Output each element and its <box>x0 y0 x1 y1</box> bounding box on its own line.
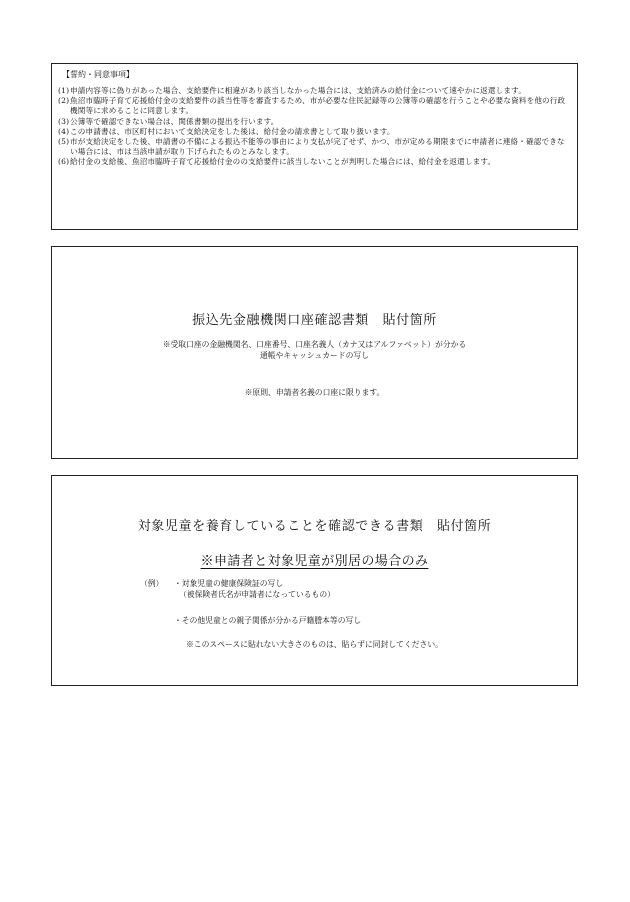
example-item: ・その他児童との親子関係が分かる戸籍謄本等の写し <box>174 616 362 625</box>
terms-item: (6) 給付金の支給後、魚沼市臨時子育て応援給付金のの支給要件に該当しないことが判明した場合には、給付金を返還します。 <box>58 157 496 167</box>
example-item: ・対象児童の健康保険証の写し <box>174 579 284 588</box>
bank-box-note: ※受取口座の金融機関名、口座番号、口座名義人（カナ又はアルファベット）が分かる 通帳やキャッシュカードの写し <box>162 340 467 360</box>
terms-item: (1) 申請内容等に偽りがあった場合、支給要件に相違があり該当しなかった場合には、支給済みの給付金について速やかに返還します。 <box>58 86 527 95</box>
terms-item: (3) 公簿等で確認できない場合は、関係書類の提出を行います。 <box>58 116 279 126</box>
terms-item: (2) 魚沼市臨時子育て応援給付金の支給要件の該当性等を審査するため、市が必要な住民記録等の公簿等の確認を行うことや必要な資料を他の行政機関等に求めることに同意します。 <box>58 96 566 116</box>
bank-document-attach-box <box>51 246 578 459</box>
bank-box-principle-note: ※原則、申請者名義の口座に限ります。 <box>244 388 385 397</box>
terms-item: (4) この申請書は、市区町村において支給決定をした後は、給付金の請求書として取り扱います。 <box>58 126 395 136</box>
example-label: （例） <box>140 579 164 588</box>
child-box-subtitle: ※申請者と対象児童が別居の場合のみ <box>200 554 429 569</box>
child-box-title: 対象児童を養育していることを確認できる書類 貼付箇所 <box>137 519 492 534</box>
terms-heading: 【誓約・同意事項】 <box>62 70 134 79</box>
terms-list <box>58 86 571 168</box>
bank-box-title: 振込先金融機関口座確認書類 貼付箇所 <box>192 313 437 328</box>
terms-box <box>51 63 578 230</box>
child-document-attach-box <box>51 475 578 686</box>
terms-item: (5) 市が支給決定をした後、申請書の不備による振込不能等の事由により支払が完了せず、かつ、市が定める期限までに申請者に連絡・確認できない場合には、市は当該申請が取り下げられたものとみなします。 <box>58 137 565 157</box>
child-box-note: ※このスペースに貼れない大きさのものは、貼らずに同封してください。 <box>186 640 443 649</box>
example-item-detail: （被保険者氏名が申請者になっているもの） <box>179 590 335 599</box>
